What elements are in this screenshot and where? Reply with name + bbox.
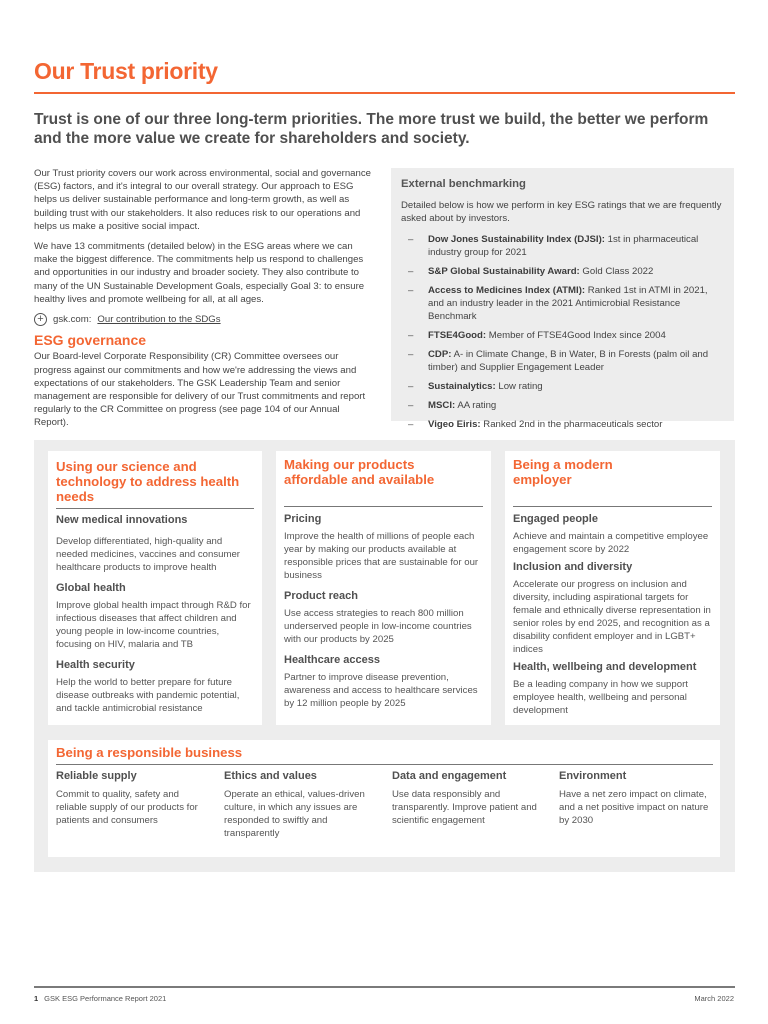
section-text: Achieve and maintain a competitive employee engagement score by 2022 (513, 531, 709, 555)
section-text: Accelerate our progress on inclusion and diversity, including aspirational targets for female and ethnically diverse representation in senior roles by end 2025, and recognition as a disability confident employer and in LGBT+ indices (513, 579, 711, 655)
pillar-divider (284, 506, 483, 507)
responsible-col (559, 770, 714, 827)
section-text: Use access strategies to reach 800 million underserved people in low-income countries with our products by 2025 (284, 608, 472, 645)
section-heading: Healthcare access (284, 654, 381, 666)
section-text: Be a leading company in how we support employee health, wellbeing and personal development (513, 679, 688, 716)
intro-paragraph-2: We have 13 commitments (detailed below) in the ESG areas where we can make the biggest difference. The commitments help us respond to challenges and opportunities in our industry and broader society. They also contribute to many of the UN Sustainable Development Goals, especially Goal 3: to ensure healthy lives and promote wellbeing for all, at all ages. (34, 241, 365, 305)
section-text: Have a net zero impact on climate, and a net positive impact on nature by 2030 (559, 789, 709, 826)
intro-column (34, 167, 376, 437)
governance-title: ESG governance (34, 332, 147, 349)
section-text: Commit to quality, safety and reliable supply of our products for patients and consumers (56, 789, 198, 826)
section-heading: Environment (559, 770, 627, 782)
benchmark-item: – MSCI: AA rating (408, 400, 497, 411)
responsible-title: Being a responsible business (56, 745, 243, 760)
external-benchmarking-box (391, 168, 734, 430)
footer-left (34, 994, 166, 1003)
sdg-link-prefix: gsk.com: (53, 314, 92, 326)
benchmark-item: – CDP: A- in Climate Change, B in Water, B in Forests (palm oil and timber) and Supplier Engagement Leader (408, 349, 709, 373)
pillar-title: Using our science and technology to address health needs (56, 459, 240, 504)
section-heading: Data and engagement (392, 770, 507, 782)
section-heading: Ethics and values (224, 770, 317, 782)
benchmark-item: – Sustainalytics: Low rating (408, 381, 543, 392)
pillar-divider (513, 506, 712, 507)
intro-paragraph-1: Our Trust priority covers our work across environmental, social and governance (ESG) factors, and it's integral to our overall strategy. Our approach to ESG helps us deliver sustainable performance and long-term growth, as well as building trust with our stakeholders. It also reduces risk to our operations and helps us make a positive social impact. (34, 168, 371, 232)
pillar-card-employer (505, 451, 720, 725)
section-text: Help the world to better prepare for future disease outbreaks with pandemic potential, and tackle antimicrobial resistance (56, 677, 240, 714)
section-heading: Global health (56, 582, 126, 594)
benchmark-item: – S&P Global Sustainability Award: Gold Class 2022 (408, 266, 654, 277)
lead-statement: Trust is one of our three long-term priorities. The more trust we build, the better we perform and the more value we create for shareholders and society. (34, 111, 709, 147)
footer-date: March 2022 (694, 994, 734, 1003)
report-name: GSK ESG Performance Report 2021 (44, 994, 167, 1003)
benchmark-item: – Dow Jones Sustainability Index (DJSI): 1st in pharmaceutical industry group for 2021 (408, 234, 699, 258)
responsible-col (392, 770, 542, 827)
section-heading: Health security (56, 659, 135, 671)
responsible-business-card (48, 740, 720, 857)
pillar-title: Making our products affordable and available (284, 457, 435, 487)
benchmarking-title: External benchmarking (401, 178, 526, 190)
section-text: Use data responsibly and transparently. Improve patient and scientific engagement (392, 789, 537, 826)
section-text: Improve the health of millions of people each year by making our products available at responsible prices that are sustainable for our business (284, 531, 479, 581)
title-divider (34, 92, 735, 94)
benchmarking-description: Detailed below is how we perform in key ESG ratings that we are frequently asked about by investors. (401, 200, 722, 224)
benchmark-item: – Access to Medicines Index (ATMI): Ranked 1st in ATMI in 2021, and an industry leader in the 2021 Antimicrobial Resistance Benchmark (408, 285, 708, 322)
pillar-card-science (48, 451, 262, 725)
section-heading: Inclusion and diversity (513, 561, 633, 573)
responsible-divider (56, 764, 713, 765)
section-heading: Pricing (284, 513, 322, 525)
section-heading: Product reach (284, 590, 358, 602)
responsible-col (224, 770, 374, 840)
benchmark-item: – FTSE4Good: Member of FTSE4Good Index since 2004 (408, 330, 666, 341)
section-text: Develop differentiated, high-quality and needed medicines, vaccines and consumer healthcare products to improve health (56, 536, 240, 573)
section-heading: Reliable supply (56, 770, 137, 782)
section-text: Partner to improve disease prevention, awareness and access to healthcare services by 12 million people by 2025 (284, 672, 478, 709)
sdg-link-row (34, 313, 376, 326)
benchmarking-list (401, 233, 724, 431)
responsible-col (56, 770, 206, 827)
section-text: Operate an ethical, values-driven culture, in which any issues are responded to swiftly and transparently (224, 789, 365, 839)
section-text: Improve global health impact through R&D for infectious diseases that affect children and young people in low-income countries, focusing on HIV, malaria and TB (56, 600, 251, 650)
pillar-title: Being a modern employer (513, 457, 613, 487)
section-heading: Engaged people (513, 513, 598, 525)
footer-divider (34, 986, 735, 988)
benchmark-item: – Vigeo Eiris: Ranked 2nd in the pharmaceuticals sector (408, 419, 663, 430)
governance-text: Our Board-level Corporate Responsibility (CR) Committee oversees our progress against our commitments and how we're addressing the views and expectations of our stakeholders. The GSK Leadership Team and senior management are responsible for delivery of our Trust commitments and report regularly to the CR Committee on progress (see page 104 of our Annual Report). (34, 351, 366, 429)
pillar-divider (56, 508, 254, 509)
section-heading: New medical innovations (56, 514, 188, 526)
page-number: 1 (34, 994, 39, 1003)
page-title: Our Trust priority (34, 58, 218, 84)
sdg-contribution-link[interactable]: Our contribution to the SDGs (97, 314, 221, 326)
section-heading: Health, wellbeing and development (513, 661, 697, 673)
pillar-card-affordable (276, 451, 491, 725)
plus-circle-icon: + (34, 313, 47, 326)
